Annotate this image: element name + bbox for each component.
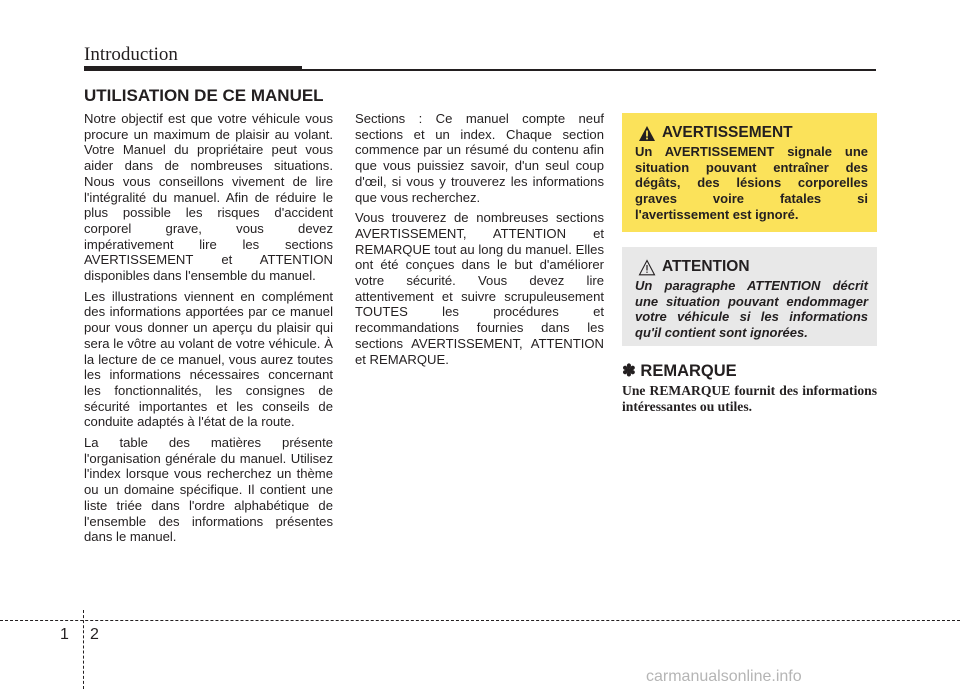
note-title: ✽ REMARQUE [622, 362, 737, 380]
warning-text: Un AVERTISSEMENT signale une situation pouvant entraîner des dégâts, des lésions corporelles graves voire fatales si l'avertissement est ignoré. [635, 144, 868, 222]
page-number: 2 [90, 626, 99, 643]
caution-text: Un paragraphe ATTENTION décrit une situation pouvant endommager votre véhicule si les informations qu'il contient sont ignorées. [635, 278, 868, 341]
section-title: UTILISATION DE CE MANUEL [84, 86, 324, 105]
paragraph: Vous trouverez de nombreuses sections AVERTISSEMENT, ATTENTION et REMARQUE tout au long du manuel. Elles ont été conçues dans le but d'améliorer votre sécurité. Vous devez lire attentivement et suivre scrupuleusement TOUTES les procédures et recommandations fournies dans les sections AVERTISSEMENT, ATTENTION et REMARQUE. [355, 210, 604, 367]
page-header-title: Introduction [84, 44, 178, 65]
paragraph: Les illustrations viennent en complément des informations apportées par ce manuel pour vous donner un aperçu du plaisir qui sera le vôtre au volant de votre véhicule. À la lecture de ce manuel, vous aurez toutes les informations nécessaires concernant les fonctionnalités, les consignes de sécurité importantes et les conseils de conduite adaptés à l'état de la route. [84, 288, 333, 430]
footer-divider [0, 620, 960, 621]
warning-triangle-icon [638, 125, 656, 142]
paragraph: Notre objectif est que votre véhicule vous procure un maximum de plaisir au volant. Votre Manuel du propriétaire peut vous aider dans de nombreuses situations. Nous vous conseillons vivement de lire l'intégralité du manuel. Afin de réduire le plus possible les risques d'accident corporel grave, vous devez impérativement lire les sections AVERTISSEMENT et ATTENTION disponibles dans l'ensemble du manuel. [84, 111, 333, 284]
header-rule-thin [302, 69, 876, 71]
text-column-middle [355, 111, 604, 372]
footer-vertical-divider [83, 610, 84, 689]
caution-box [622, 247, 877, 346]
warning-title: AVERTISSEMENT [662, 124, 793, 141]
caution-title: ATTENTION [662, 258, 750, 275]
chapter-number: 1 [60, 626, 69, 643]
caution-triangle-icon [638, 259, 656, 276]
paragraph: La table des matières présente l'organisation générale du manuel. Utilisez l'index lorsque vous recherchez un thème ou un domaine spécifique. Il contient une liste triée dans l'ordre alphabétique de l'ensemble des informations présentes dans le manuel. [84, 435, 333, 545]
text-column-left [84, 111, 333, 550]
header-rule-thick [84, 66, 302, 71]
watermark: carmanualsonline.info [646, 668, 802, 685]
warning-box [622, 113, 877, 232]
paragraph: Sections : Ce manuel compte neuf sections et un index. Chaque section commence par un résumé du contenu afin que vous puissiez savoir, d'un seul coup d'œil, si vous y trouverez les informations que vous recherchez. [355, 111, 604, 205]
note-text: Une REMARQUE fournit des informations intéressantes ou utiles. [622, 383, 877, 414]
